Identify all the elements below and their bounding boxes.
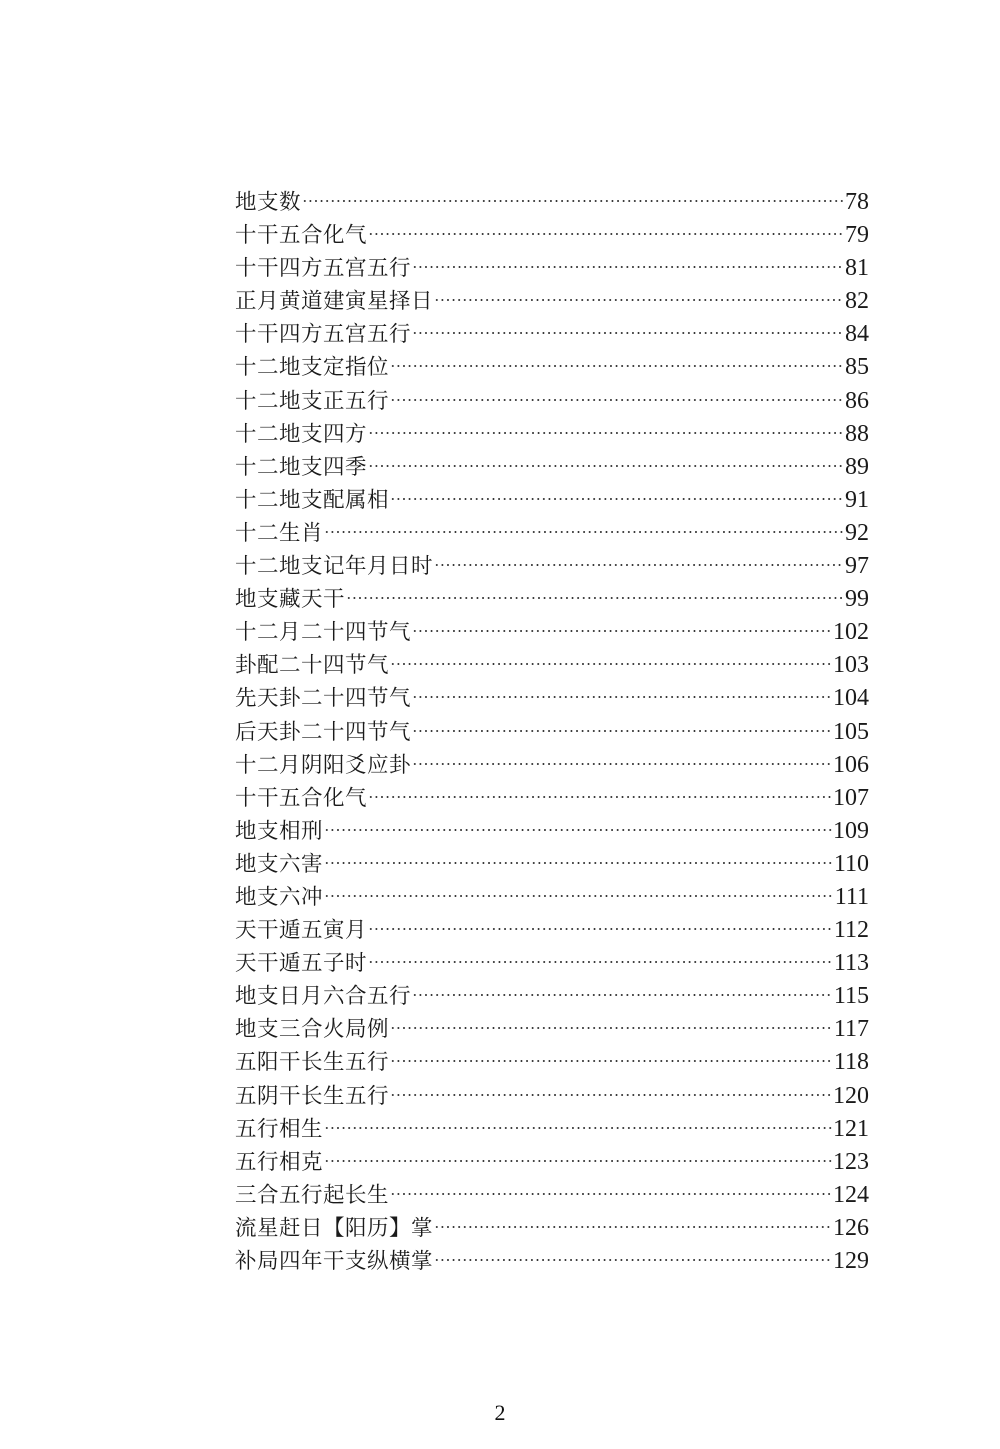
toc-dot-leader: [390, 639, 832, 672]
toc-entry-page: 86: [845, 387, 869, 414]
toc-dot-leader: [412, 242, 844, 275]
toc-entry-page: 113: [833, 950, 869, 977]
toc-entry-page: 84: [845, 321, 869, 348]
toc-entry-title: 十干五合化气: [235, 785, 368, 811]
toc-entry-page: 111: [834, 883, 869, 910]
toc-dot-leader: [434, 1235, 832, 1268]
toc-entry-page: 118: [833, 1049, 869, 1076]
toc-entry-title: 后天卦二十四节气: [235, 719, 412, 745]
toc-dot-leader: [346, 573, 844, 606]
toc-entry-title: 地支三合火局例: [235, 1017, 390, 1043]
toc-dot-leader: [434, 1202, 832, 1235]
toc-entry[interactable]: [235, 805, 869, 844]
toc-entry-title: 十干五合化气: [235, 223, 368, 249]
toc-entry-page: 105: [833, 718, 869, 745]
toc-entry-page: 126: [833, 1214, 869, 1241]
toc-entry-title: 流星赶日【阳历】掌: [235, 1215, 434, 1241]
toc-dot-leader: [368, 441, 844, 474]
toc-dot-leader: [324, 507, 844, 540]
toc-entry-title: 地支相刑: [235, 818, 324, 844]
toc-entry-title: 地支藏天干: [235, 587, 346, 613]
toc-dot-leader: [390, 474, 844, 507]
toc-dot-leader: [412, 970, 833, 1003]
toc-entry-title: 卦配二十四节气: [235, 653, 390, 679]
toc-entry[interactable]: [235, 507, 869, 546]
toc-entry-title: 正月黄道建寅星择日: [235, 289, 434, 315]
toc-entry-title: 十二地支正五行: [235, 388, 390, 414]
toc-entry-title: 地支六害: [235, 851, 324, 877]
toc-entry-title: 十干四方五宫五行: [235, 256, 412, 282]
toc-entry-title: 十二地支配属相: [235, 487, 390, 513]
toc-entry-page: 129: [833, 1248, 869, 1274]
toc-dot-leader: [368, 937, 833, 970]
toc-dot-leader: [390, 375, 844, 408]
toc-entry-page: 79: [845, 222, 869, 249]
toc-dot-leader: [390, 1070, 832, 1103]
toc-entry-title: 五行相生: [235, 1116, 324, 1142]
toc-entry-page: 92: [845, 519, 869, 546]
toc-dot-leader: [368, 772, 832, 805]
toc-entry-page: 81: [845, 255, 869, 282]
toc-entry[interactable]: [235, 1169, 869, 1208]
toc-dot-leader: [368, 408, 844, 441]
toc-entry-title: 补局四年干支纵横掌: [235, 1249, 434, 1274]
toc-entry-page: 99: [845, 586, 869, 613]
toc-entry-title: 先天卦二十四节气: [235, 686, 412, 712]
toc-dot-leader: [390, 1003, 833, 1036]
toc-dot-leader: [302, 176, 844, 209]
toc-entry-page: 117: [833, 1016, 869, 1043]
toc-dot-leader: [390, 1169, 832, 1202]
toc-entry-page: 103: [833, 652, 869, 679]
toc-entry-title: 十二月阴阳爻应卦: [235, 752, 412, 778]
toc-entry-title: 天干遁五子时: [235, 951, 368, 977]
toc-entry[interactable]: [235, 1136, 869, 1175]
page-number: 2: [494, 1400, 506, 1425]
toc-entry-title: 十二月二十四节气: [235, 620, 412, 646]
toc-entry[interactable]: [235, 838, 869, 877]
toc-dot-leader: [412, 606, 832, 639]
toc-dot-leader: [434, 275, 844, 308]
toc-entry[interactable]: [235, 176, 869, 215]
toc-entry[interactable]: [235, 871, 869, 910]
toc-dot-leader: [434, 540, 844, 573]
toc-entry-page: 91: [845, 486, 869, 513]
toc-entry-page: 112: [833, 917, 869, 944]
toc-entry-title: 地支数: [235, 190, 302, 215]
toc-entry-page: 104: [833, 685, 869, 712]
toc-dot-leader: [412, 672, 832, 705]
toc-dot-leader: [324, 871, 834, 904]
toc-entry-page: 88: [845, 420, 869, 447]
toc-dot-leader: [324, 1103, 832, 1136]
toc-dot-leader: [390, 341, 844, 374]
toc-dot-leader: [412, 706, 832, 739]
toc-dot-leader: [412, 308, 844, 341]
toc-entry-title: 五阳干长生五行: [235, 1050, 390, 1076]
toc-entry-title: 十二地支定指位: [235, 355, 390, 381]
toc-entry[interactable]: [235, 540, 869, 580]
toc-entry[interactable]: [235, 209, 869, 249]
toc-dot-leader: [368, 209, 844, 242]
toc-entry-page: 120: [833, 1082, 869, 1109]
toc-dot-leader: [412, 739, 832, 772]
toc-dot-leader: [368, 904, 833, 937]
toc-entry-page: 123: [833, 1148, 869, 1175]
toc-entry-title: 地支日月六合五行: [235, 984, 412, 1010]
toc-entry[interactable]: [235, 904, 869, 944]
toc-entry-title: 五行相克: [235, 1149, 324, 1175]
toc-entry-title: 地支六冲: [235, 884, 324, 910]
toc-entry-page: 85: [845, 354, 869, 381]
toc-entry-page: 121: [833, 1115, 869, 1142]
toc-dot-leader: [324, 1136, 832, 1169]
toc-entry-title: 十二地支四方: [235, 421, 368, 447]
toc-entry-title: 天干遁五寅月: [235, 918, 368, 944]
toc-entry-page: 107: [833, 784, 869, 811]
toc-entry-page: 124: [833, 1181, 869, 1208]
toc-entry-page: 109: [833, 817, 869, 844]
toc-entry-page: 97: [845, 553, 869, 580]
toc-entry-page: 82: [845, 288, 869, 315]
toc-entry-page: 78: [845, 189, 869, 215]
toc-entry-title: 十二地支四季: [235, 454, 368, 480]
toc-entry[interactable]: [235, 1103, 869, 1142]
toc-dot-leader: [390, 1036, 833, 1069]
toc-entry-page: 110: [833, 850, 869, 877]
toc-dot-leader: [324, 838, 833, 871]
toc-dot-leader: [324, 805, 832, 838]
toc-entry-title: 十二地支记年月日时: [235, 554, 434, 580]
toc-entry-title: 三合五行起长生: [235, 1182, 390, 1208]
table-of-contents: [235, 176, 869, 1274]
toc-entry-title: 十干四方五宫五行: [235, 322, 412, 348]
toc-entry-page: 106: [833, 751, 869, 778]
toc-entry-title: 五阴干长生五行: [235, 1083, 390, 1109]
toc-entry-page: 102: [833, 619, 869, 646]
toc-entry-title: 十二生肖: [235, 520, 324, 546]
toc-entry-page: 89: [845, 453, 869, 480]
toc-entry-page: 115: [833, 983, 869, 1010]
